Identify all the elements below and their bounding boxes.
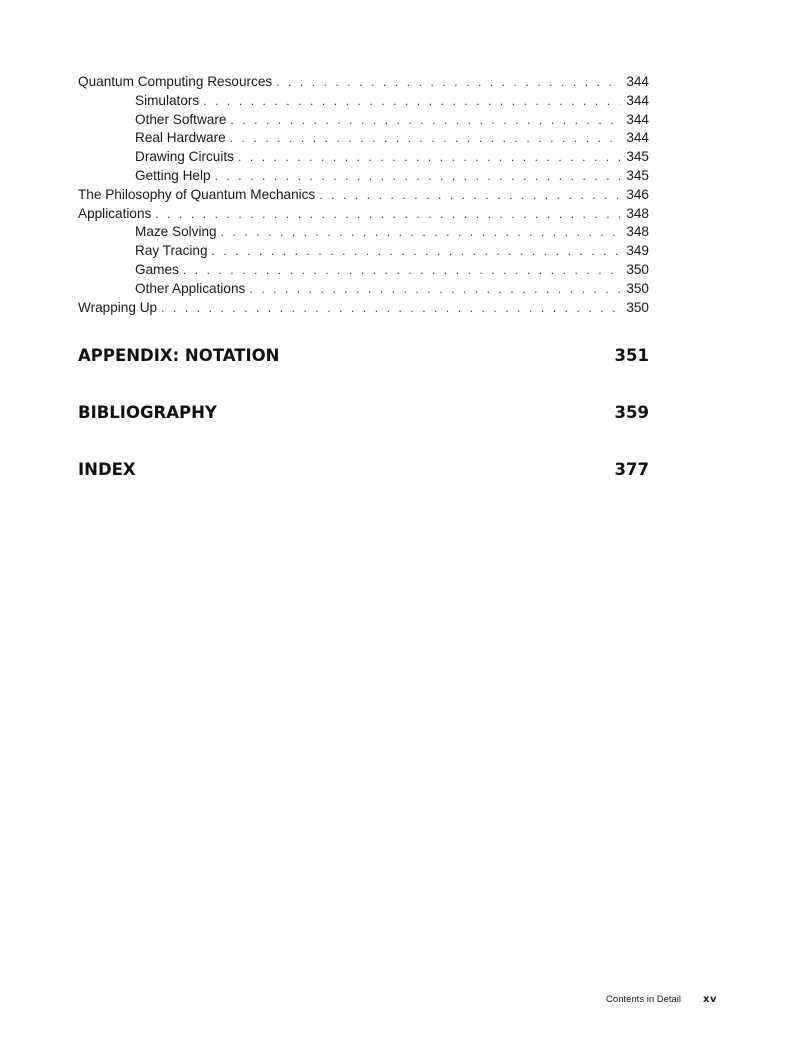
- dot-leader: [203, 92, 620, 111]
- toc-entry[interactable]: [78, 186, 649, 205]
- chapter-title: BIBLIOGRAPHY: [78, 403, 217, 422]
- toc-entry-page: 346: [626, 186, 649, 202]
- toc-subentry[interactable]: [78, 242, 649, 261]
- toc-subentry[interactable]: [78, 111, 649, 130]
- chapter-page: 351: [614, 346, 649, 365]
- toc-entry-page: 344: [626, 130, 649, 146]
- dot-leader: [183, 261, 620, 280]
- page-footer: [606, 994, 717, 1005]
- dot-leader: [212, 242, 621, 261]
- dot-leader: [221, 223, 621, 242]
- dot-leader: [319, 186, 620, 205]
- toc-entry-page: 344: [626, 92, 649, 108]
- toc-entry[interactable]: [78, 299, 649, 318]
- toc-entry-title: Other Software: [135, 111, 227, 127]
- chapter-page: 377: [614, 460, 649, 479]
- toc-entry-page: 344: [626, 111, 649, 127]
- toc-entry-title: Wrapping Up: [78, 299, 158, 315]
- dot-leader: [161, 299, 620, 318]
- toc-entry-page: 350: [626, 261, 649, 277]
- toc-subentry[interactable]: [78, 280, 649, 299]
- dot-leader: [276, 73, 620, 92]
- dot-leader: [230, 111, 620, 130]
- toc-entry-title: The Philosophy of Quantum Mechanics: [78, 186, 316, 202]
- dot-leader: [155, 205, 620, 224]
- toc-entry-page: 349: [626, 243, 649, 259]
- dot-leader: [249, 280, 620, 299]
- running-footer-label: Contents in Detail: [606, 994, 682, 1005]
- toc-entry-title: Getting Help: [135, 167, 211, 183]
- page-number: xv: [703, 994, 717, 1005]
- toc-entry-page: 350: [626, 280, 649, 296]
- toc-subentry[interactable]: [78, 167, 649, 186]
- toc-entry-title: Simulators: [135, 92, 200, 108]
- chapter-heading-bibliography[interactable]: [78, 403, 649, 422]
- toc-entry-page: 348: [626, 224, 649, 240]
- chapter-title: INDEX: [78, 460, 136, 479]
- toc-entry-title: Ray Tracing: [135, 243, 208, 259]
- toc-subentry[interactable]: [78, 92, 649, 111]
- chapter-page: 359: [614, 403, 649, 422]
- toc-entry[interactable]: [78, 205, 649, 224]
- chapter-heading-appendix[interactable]: [78, 346, 649, 365]
- dot-leader: [230, 129, 621, 148]
- toc-entry-title: Maze Solving: [135, 224, 217, 240]
- toc-entry-page: 344: [626, 74, 649, 89]
- toc-entry-title: Applications: [78, 205, 152, 221]
- chapter-heading-index[interactable]: [78, 460, 649, 479]
- toc-entry-page: 348: [626, 205, 649, 221]
- toc-entry-page: 350: [626, 299, 649, 315]
- toc-entry-title: Real Hardware: [135, 130, 226, 146]
- toc-entry-title: Drawing Circuits: [135, 149, 234, 165]
- toc-subentry[interactable]: [78, 129, 649, 148]
- toc-entry-page: 345: [626, 167, 649, 183]
- toc-entry-title: Quantum Computing Resources: [78, 74, 273, 89]
- dot-leader: [215, 167, 621, 186]
- toc-entry[interactable]: [78, 73, 649, 92]
- dot-leader: [238, 148, 620, 167]
- toc-entry-page: 345: [626, 149, 649, 165]
- toc-subentry[interactable]: [78, 261, 649, 280]
- toc-subentry[interactable]: [78, 148, 649, 167]
- toc-entry-title: Other Applications: [135, 280, 246, 296]
- chapter-title: APPENDIX: NOTATION: [78, 346, 280, 365]
- toc-section-list: [78, 73, 649, 317]
- toc-subentry[interactable]: [78, 223, 649, 242]
- toc-entry-title: Games: [135, 261, 179, 277]
